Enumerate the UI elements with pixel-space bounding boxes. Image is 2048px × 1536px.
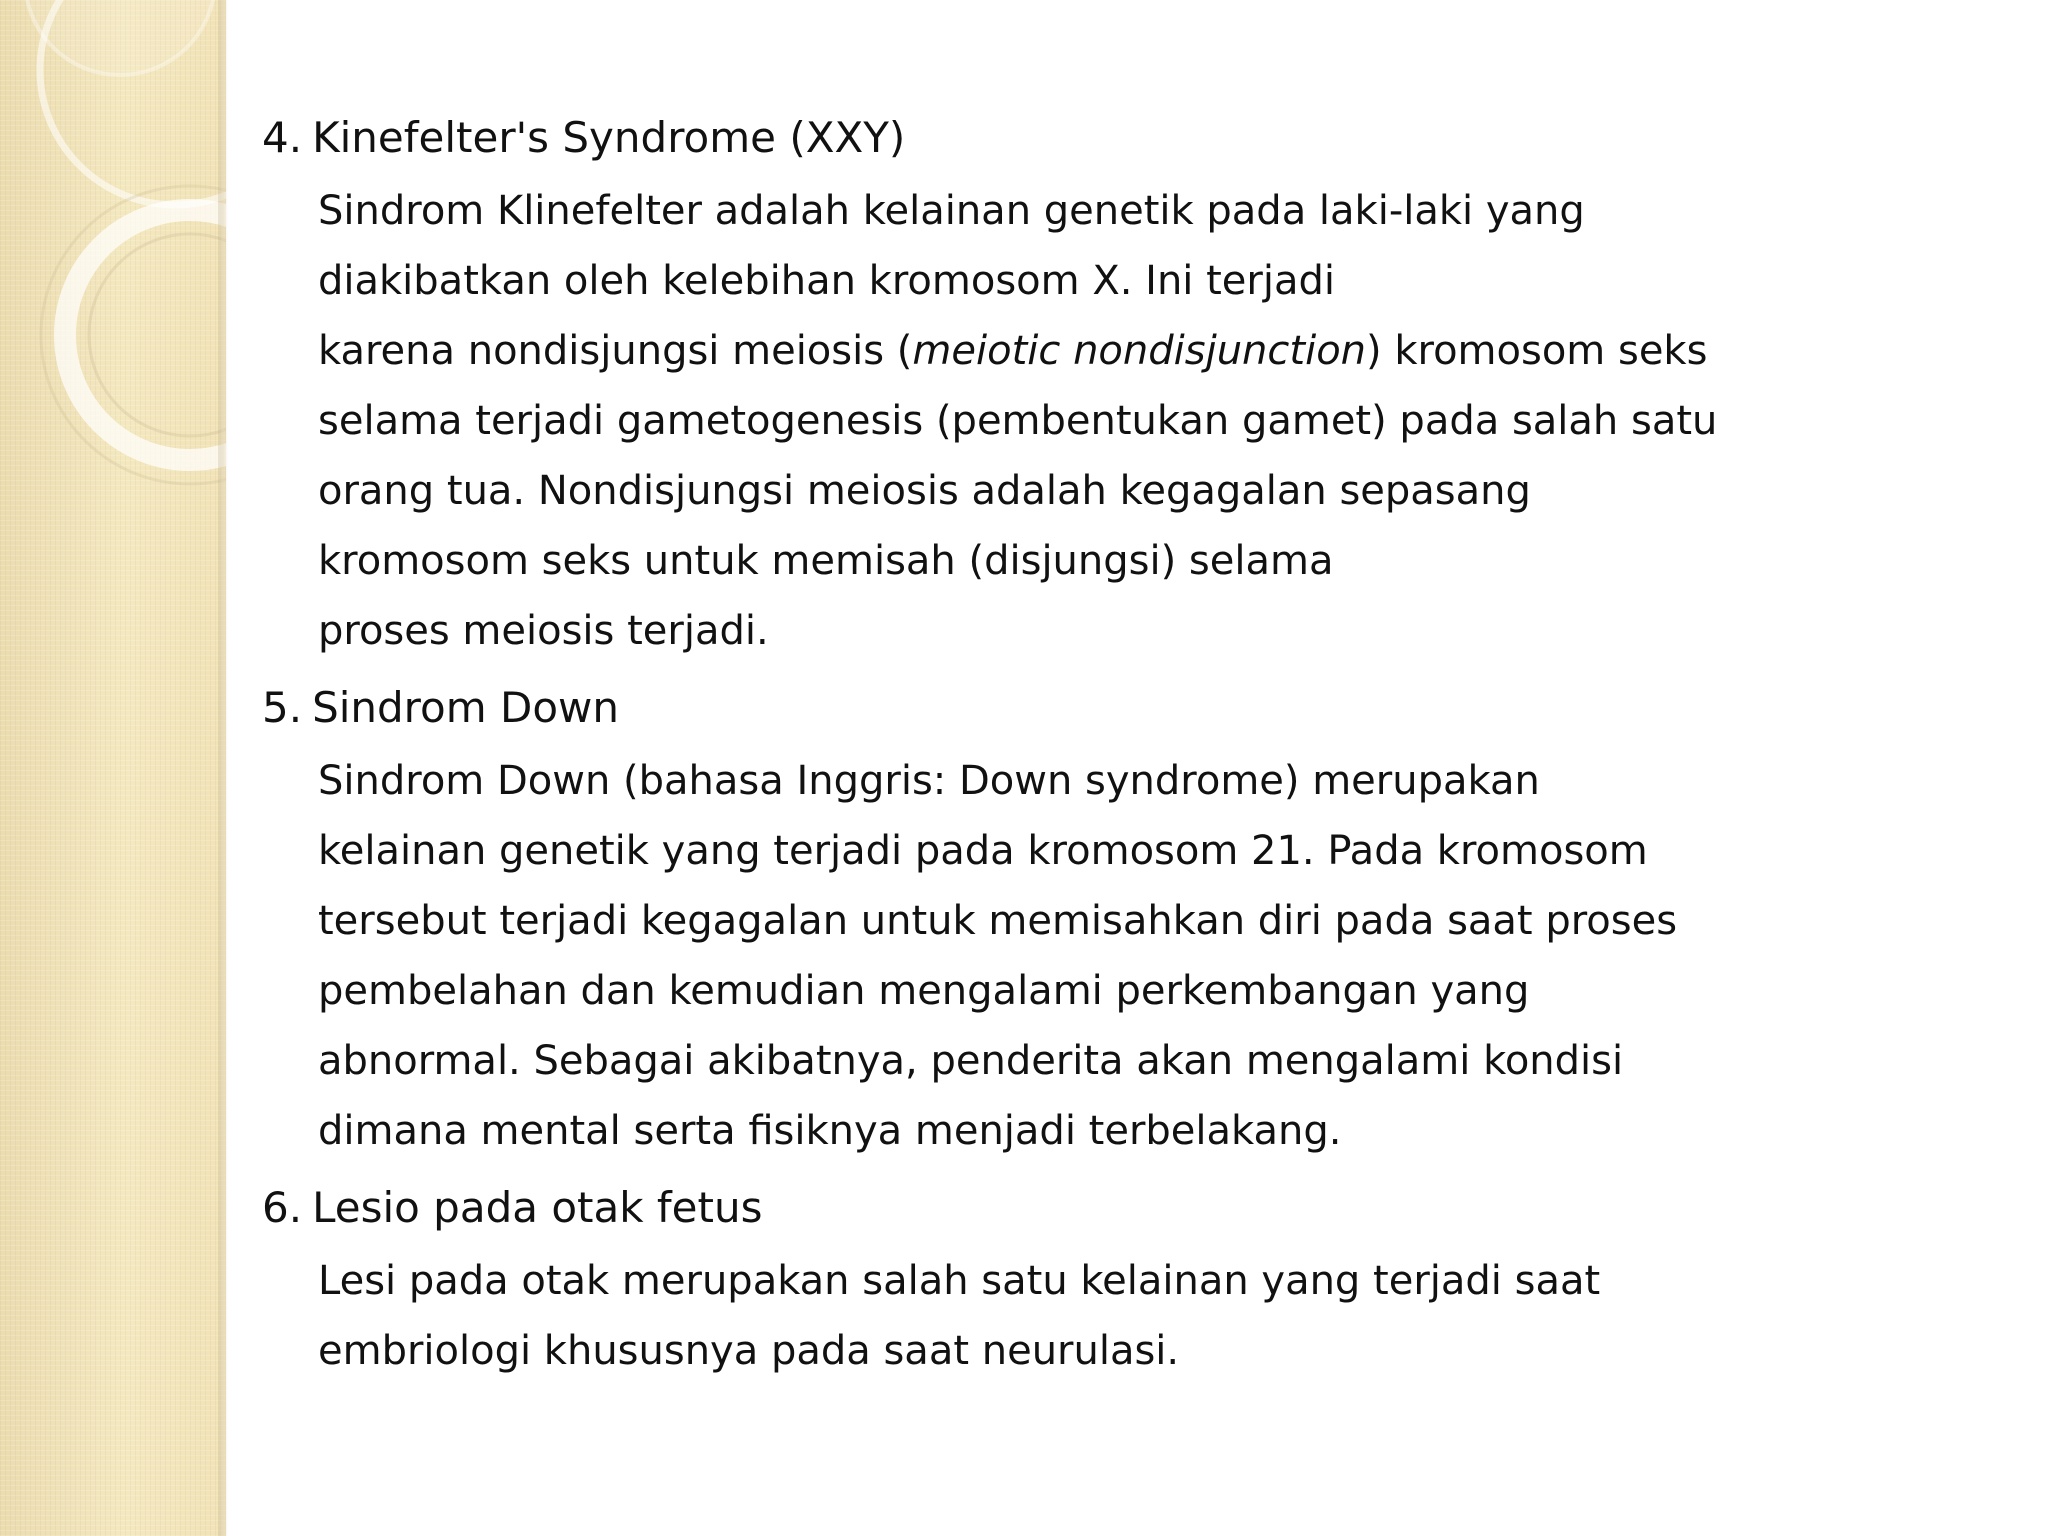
text-line: proses meiosis terjadi. — [318, 608, 769, 654]
text-line: abnormal. Sebagai akibatnya, penderita akan mengalami kondisi — [318, 1038, 1624, 1084]
item-description — [318, 746, 1978, 1166]
text-line: kromosom seks untuk memisah (disjungsi) selama — [318, 538, 1334, 584]
text-line: orang tua. Nondisjungsi meiosis adalah kegagalan sepasang — [318, 468, 1531, 514]
item-number: 5. — [262, 683, 303, 732]
content-body — [262, 112, 1982, 1402]
item-heading — [262, 1182, 1982, 1234]
item-heading — [262, 112, 1982, 164]
text-segment: ) kromosom seks — [1366, 328, 1708, 374]
text-line: tersebut terjadi kegagalan untuk memisahkan diri pada saat proses — [318, 898, 1678, 944]
decorative-side-panel — [0, 0, 226, 1536]
item-number: 4. — [262, 113, 303, 162]
text-line: diakibatkan oleh kelebihan kromosom X. Ini terjadi — [318, 258, 1335, 304]
item-number: 6. — [262, 1183, 303, 1232]
item-title: Lesio pada otak fetus — [312, 1183, 763, 1232]
list-item — [262, 1182, 1982, 1386]
item-heading — [262, 682, 1982, 734]
text-line: Lesi pada otak merupakan salah satu kelainan yang terjadi saat — [318, 1258, 1601, 1304]
italic-term: meiotic nondisjunction — [912, 328, 1367, 374]
text-line: dimana mental serta fisiknya menjadi terbelakang. — [318, 1108, 1342, 1154]
item-title: Sindrom Down — [312, 683, 619, 732]
item-description — [318, 1246, 1978, 1386]
item-title: Kinefelter's Syndrome (XXY) — [312, 113, 906, 162]
text-line: Sindrom Down (bahasa Inggris: Down syndrome) merupakan — [318, 758, 1540, 804]
item-description — [318, 176, 1978, 666]
side-panel-edge — [218, 0, 228, 1536]
text-line: kelainan genetik yang terjadi pada kromosom 21. Pada kromosom — [318, 828, 1648, 874]
text-line: selama terjadi gametogenesis (pembentukan gamet) pada salah satu — [318, 398, 1718, 444]
text-line: pembelahan dan kemudian mengalami perkembangan yang — [318, 968, 1530, 1014]
list-item — [262, 112, 1982, 666]
text-line — [318, 316, 1978, 386]
text-line: Sindrom Klinefelter adalah kelainan genetik pada laki-laki yang — [318, 188, 1585, 234]
list-item — [262, 682, 1982, 1166]
text-segment: karena nondisjungsi meiosis ( — [318, 328, 913, 374]
decorative-rings-icon — [0, 0, 226, 560]
text-line: embriologi khususnya pada saat neurulasi. — [318, 1328, 1180, 1374]
